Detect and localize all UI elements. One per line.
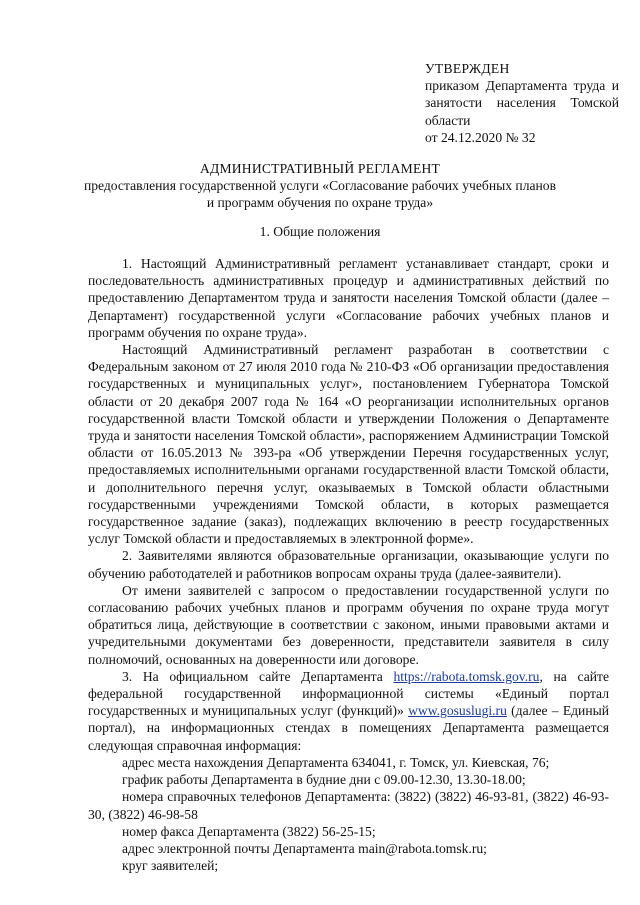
document-title: АДМИНИСТРАТИВНЫЙ РЕГЛАМЕНТ [200, 161, 440, 176]
document-subtitle: предоставления государственной услуги «Согласование рабочих учебных планов и программ обучения по охране труда» [83, 178, 557, 211]
paragraph-1: 1. Настоящий Административный регламент устанавливает стандарт, сроки и последовательность административных процедур и административных действий по предоставлению Департаментом труда и занятости населения Томской области (далее – Департамент) государственной услуги «Согласование рабочих учебных планов и программ обучения по охране труда». [88, 256, 609, 340]
info-item-schedule: график работы Департамента в будние дни с 09.00-12.30, 13.30-18.00; [122, 772, 526, 788]
document-title-block [80, 160, 560, 212]
paragraph-5-end: (далее – Единый портал), на информационных стендах в помещениях Департамента размещается следующая справочная информация: [88, 703, 609, 753]
paragraph-5 [88, 668, 609, 754]
paragraph-5-middle: , на сайте федеральной государственной информационной системы «Единый портал государственных и муниципальных услуг (функций)» [88, 668, 609, 719]
paragraph-2: Настоящий Административный регламент разработан в соответствии с Федеральным законом от 27 июля 2010 года № 210-ФЗ «Об организации предоставления государственных и муниципальных услуг», постановлением Губернатора Томской области от 20 декабря 2007 года № 164 «О реорганизации исполнительных органов государственной власти Томской области и утверждении Положения о Департаменте труда и занятости населения Томской области», распоряжением Администрации Томской области от 16.05.2013 № 393-ра «Об утверждении Перечня государственных услуг, предоставляемых исполнительными органами государственной власти Томской области, и дополнительного перечня услуг, оказываемых в Томской области областными государственными учреждениями Томской области, в которых размещается государственное задание (заказ), подлежащих включению в реестр государственных услуг Томской области и предоставляемых в электронной форме». [88, 342, 609, 547]
info-item-fax: номер факса Департамента (3822) 56-25-15; [122, 823, 376, 839]
paragraph-5-start: 3. На официальном сайте Департамента [122, 668, 383, 684]
info-item-email: адрес электронной почты Департамента main@rabota.tomsk.ru; [122, 840, 487, 856]
info-item-applicants: круг заявителей; [122, 858, 219, 874]
info-item-address: адрес места нахождения Департамента 634041, г. Томск, ул. Киевская, 76; [122, 754, 550, 770]
gosuslugi-link[interactable]: www.gosuslugi.ru [408, 703, 507, 719]
document-body [88, 255, 609, 874]
department-site-link[interactable]: https://rabota.tomsk.gov.ru [393, 668, 540, 684]
approval-stamp [425, 60, 619, 146]
paragraph-4: От имени заявителей с запросом о предоставлении государственной услуги по согласованию рабочих учебных планов и программ обучения по охране труда могут обратиться лица, действующие в соответствии с законом, иными правовыми актами и учредительными документами без доверенности, представители заявителя в силу полномочий, основанных на доверенности или договоре. [88, 582, 609, 667]
paragraph-3: 2. Заявителями являются образовательные организации, оказывающие услуги по обучению работодателей и работников вопросам охраны труда (далее-заявители). [88, 548, 609, 581]
approval-date-number: от 24.12.2020 № 32 [425, 129, 536, 145]
approval-heading: УТВЕРЖДЕН [425, 61, 510, 76]
info-item-phones: номера справочных телефонов Департамента: (3822) (3822) 46-93-81, (3822) 46-93-30, (3822) 46-98-58 [88, 789, 609, 822]
section-heading: 1. Общие положения [259, 224, 381, 239]
approval-order-text: приказом Департамента труда и занятости населения Томской области [425, 78, 619, 128]
